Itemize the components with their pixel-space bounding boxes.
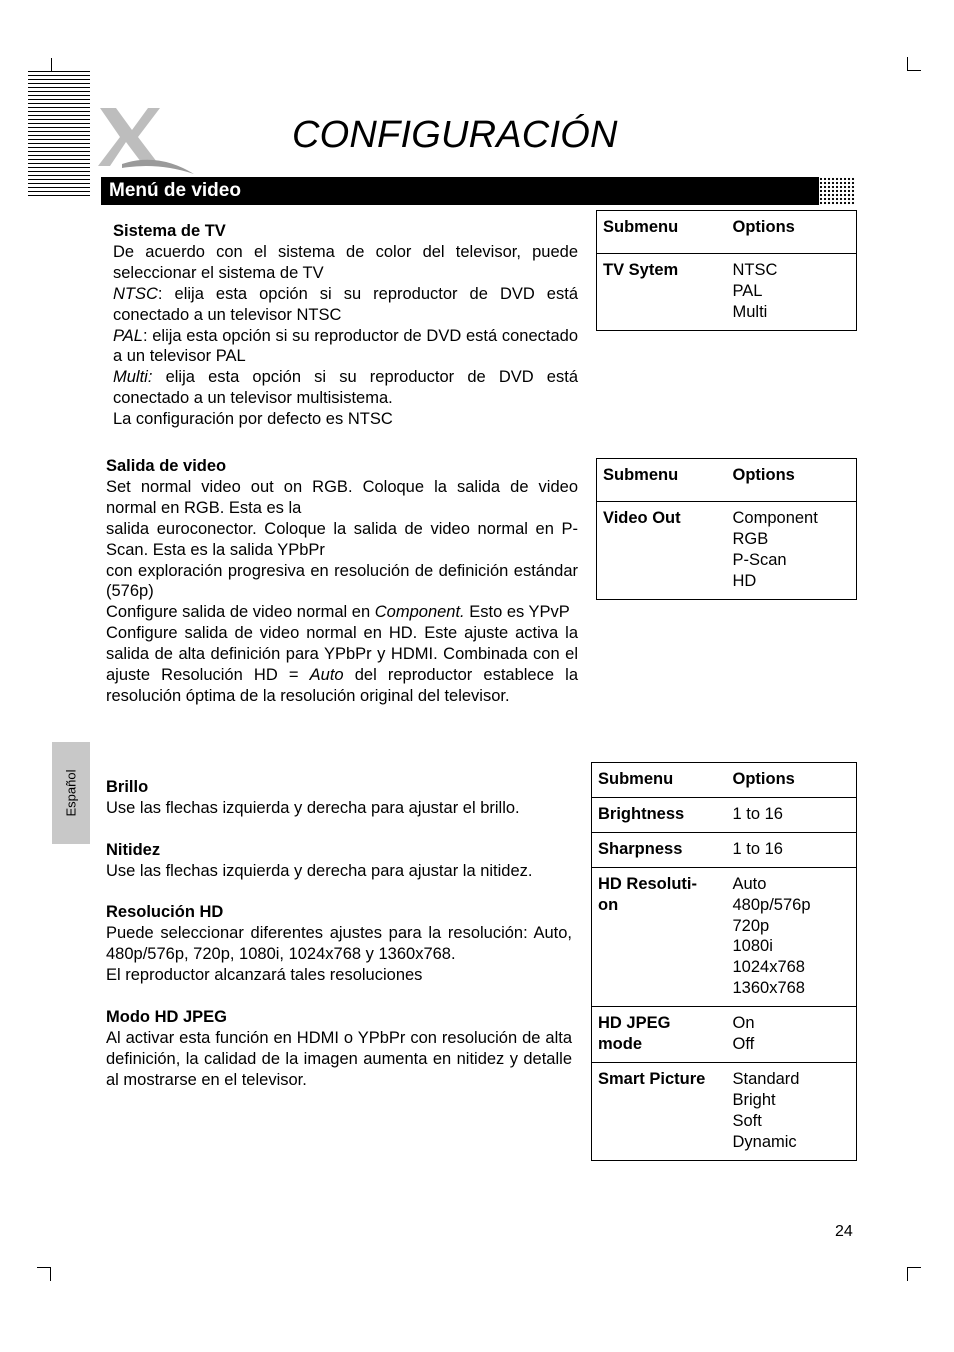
ntsc-text: : elija esta opción si su reproductor de DVD está conectado a un televisor NTSC (113, 284, 578, 324)
salida-p1: Set normal video out on RGB. Coloque la salida de video normal en RGB. Esta es la (106, 477, 578, 517)
row-options (727, 867, 857, 1006)
header-options: Options (727, 211, 857, 254)
crop-mark (907, 1267, 908, 1281)
resolucion-text2: El reproductor alcanzará tales resoluciones (106, 966, 423, 985)
salida-p4 (106, 602, 578, 623)
salida-p4b: Esto es YPvP (464, 603, 570, 622)
ntsc-term: NTSC (113, 284, 158, 303)
row-label: Smart Picture (592, 1062, 727, 1160)
table-row (597, 502, 857, 600)
picture-section (106, 777, 572, 1091)
brillo-text: Use las flechas izquierda y derecha para ajustar el brillo. (106, 798, 520, 817)
row-options (727, 502, 857, 600)
salida-p3: con exploración progresiva en resolución de definición estándar (576p) (106, 561, 578, 601)
salida-p5a: Configure salida de video normal en HD. Este ajuste activa la salida de alta definición para YPbPr y HDMI. Combinada con el ajuste Resolución HD = (106, 624, 578, 685)
row-label: TV Sytem (597, 254, 727, 331)
resolucion-heading: Resolución HD (106, 903, 224, 922)
sistema-heading: Sistema de TV (113, 222, 226, 240)
row-options (727, 797, 857, 832)
option-value: 1 to 16 (732, 839, 783, 858)
salida-p2: salida euroconector. Coloque la salida de video normal en P-Scan. Esta es la salida YPbPr (106, 519, 578, 559)
table-header-row (592, 763, 857, 798)
header-stripes (28, 71, 90, 199)
option-value: RGB (732, 529, 769, 548)
header-submenu: Submenu (597, 459, 727, 502)
crop-mark (51, 58, 52, 72)
sistema-ntsc (113, 284, 578, 326)
section-title: Menú de video (109, 180, 241, 201)
option-value: NTSC (732, 261, 778, 279)
page-title: CONFIGURACIÓN (292, 114, 618, 156)
option-value: Bright (732, 1090, 776, 1109)
header-submenu: Submenu (592, 763, 727, 798)
crop-mark (907, 57, 908, 71)
row-label: HD Resoluti- on (592, 867, 727, 1006)
table-row (592, 797, 857, 832)
option-value: HD (732, 571, 757, 590)
option-value: Off (732, 1035, 755, 1054)
picture-table (591, 762, 857, 1161)
header-options: Options (727, 763, 857, 798)
crop-mark (50, 1267, 51, 1281)
row-options (727, 254, 857, 331)
jpeg-text: Al activar esta función en HDMI o YPbPr con resolución de alta definición, la calidad de la imagen aumenta en nitidez y detalle al mostrarse en el televisor. (106, 1028, 572, 1089)
table-row (592, 1007, 857, 1063)
salida-p5 (106, 623, 578, 707)
option-value: Standard (732, 1069, 800, 1088)
video-out-table (596, 458, 857, 600)
row-options (727, 1062, 857, 1160)
language-tab-label: Español (63, 769, 79, 817)
option-value: Soft (732, 1111, 762, 1130)
row-label: Brightness (592, 797, 727, 832)
sistema-section (113, 221, 578, 430)
nitidez-text: Use las flechas izquierda y derecha para ajustar la nitidez. (106, 861, 533, 880)
table-row (592, 1062, 857, 1160)
bar-dot-pattern (819, 177, 855, 205)
salida-p5b: del reproductor establece la resolución óptima de la resolución original del televisor. (106, 666, 578, 705)
option-value: 480p/576p (732, 895, 811, 914)
row-options (727, 1007, 857, 1063)
brand-logo (96, 106, 196, 176)
option-value: Auto (732, 874, 767, 893)
crop-mark (907, 70, 921, 71)
table-row (592, 867, 857, 1006)
sistema-pal (113, 326, 578, 368)
option-value: P-Scan (732, 550, 787, 569)
pal-text: : elija esta opción si su reproductor de DVD está conectado a un televisor PAL (113, 326, 578, 366)
option-value: Multi (732, 302, 768, 321)
language-tab (52, 742, 90, 844)
pal-term: PAL (113, 326, 143, 345)
salida-section (106, 456, 578, 707)
sistema-intro: De acuerdo con el sistema de color del televisor, puede seleccionar el sistema de TV (113, 242, 578, 282)
header-options: Options (727, 459, 857, 502)
option-value: 1080i (732, 937, 773, 956)
option-value: On (732, 1014, 755, 1033)
auto-term: Auto (309, 666, 344, 685)
option-value: 1024x768 (732, 958, 805, 977)
sistema-multi (113, 367, 578, 409)
table-header-row (597, 211, 857, 254)
table-row (592, 832, 857, 867)
salida-p4a: Configure salida de video normal en (106, 603, 375, 622)
table-header-row (597, 459, 857, 502)
component-term: Component. (374, 603, 465, 622)
row-label: Video Out (597, 502, 727, 600)
page-number: 24 (835, 1223, 853, 1240)
multi-text: elija esta opción si su reproductor de DVD está conectado a un televisor multisistema. (113, 368, 578, 408)
crop-mark (37, 1267, 51, 1268)
option-value: Dynamic (732, 1132, 797, 1151)
salida-heading: Salida de video (106, 457, 227, 475)
brillo-heading: Brillo (106, 778, 149, 796)
jpeg-heading: Modo HD JPEG (106, 1007, 228, 1026)
sistema-default: La configuración por defecto es NTSC (113, 410, 393, 429)
row-label: Sharpness (592, 832, 727, 867)
crop-mark (907, 1267, 921, 1268)
row-label: HD JPEG mode (592, 1007, 727, 1063)
option-value: 1360x768 (732, 979, 805, 998)
tv-system-table (596, 210, 857, 331)
option-value: 1 to 16 (732, 804, 783, 823)
option-value: Component (732, 509, 818, 527)
option-value: PAL (732, 281, 763, 300)
multi-term: Multi: (113, 368, 153, 387)
resolucion-text: Puede seleccionar diferentes ajustes para la resolución: Auto, 480p/576p, 720p, 1080i, 1024x768 y 1360x768. (106, 924, 572, 964)
header-submenu: Submenu (597, 211, 727, 254)
row-options (727, 832, 857, 867)
option-value: 720p (732, 916, 770, 935)
section-bar (101, 177, 855, 205)
nitidez-heading: Nitidez (106, 840, 161, 859)
table-row (597, 254, 857, 331)
